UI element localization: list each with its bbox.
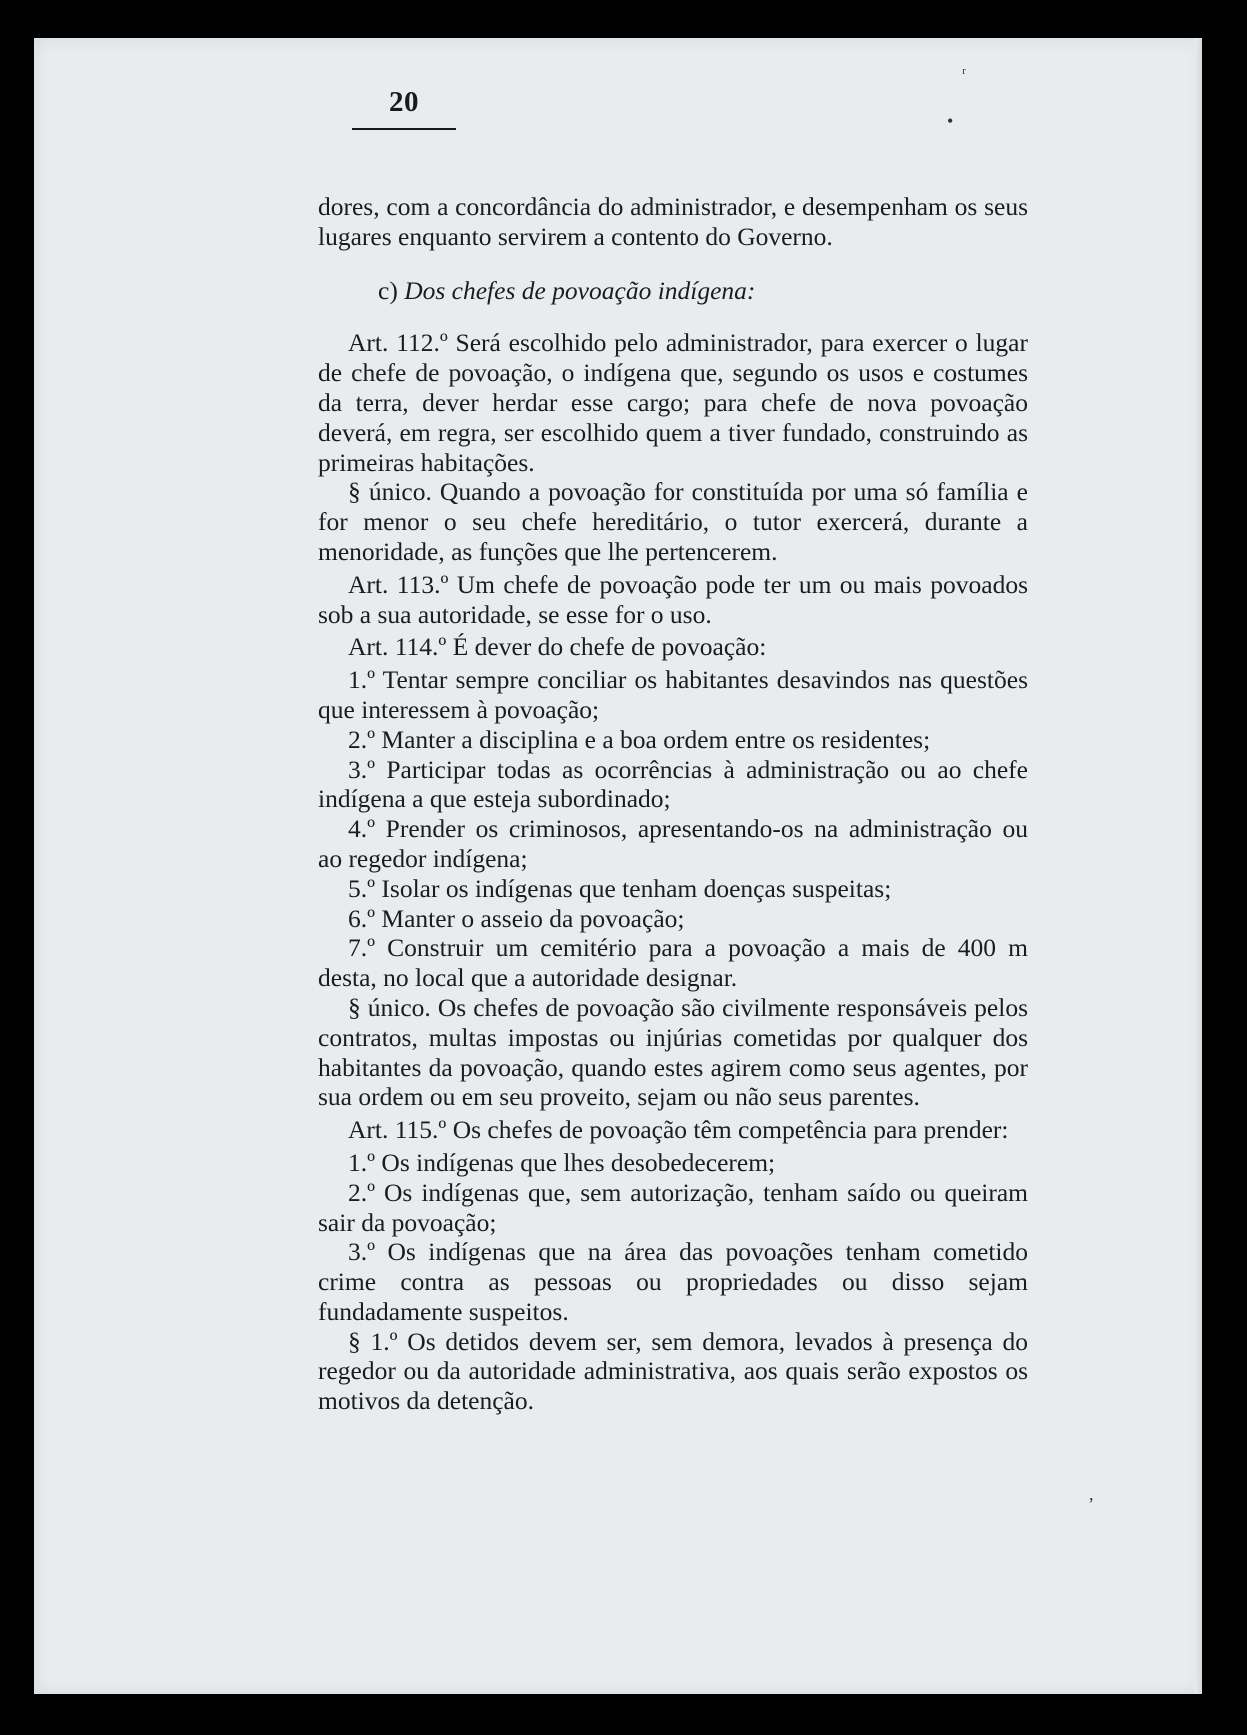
list-item: 1.º Os indígenas que lhes desobedecerem; <box>348 1147 776 1177</box>
list-item: 5.º Isolar os indígenas que tenham doenças suspeitas; <box>348 873 892 903</box>
paragraph-1: § 1.º Os detidos devem ser, sem demora, levados à presença do regedor ou da autoridade administrativa, aos quais serão expostos os motivos da detenção. <box>318 1326 1028 1416</box>
document-body <box>318 192 1028 1416</box>
section-heading-prefix: c) <box>378 275 398 305</box>
article-112: Art. 112.º Será escolhido pelo administrador, para exercer o lugar de chefe de povoação, o indígena que, segundo os usos e costumes da terra, dever herdar esse cargo; para chefe de nova povoação deverá, em regra, ser escolhido quem a tiver fundado, construindo as primeiras habitações. <box>318 328 1028 477</box>
list-item: 1.º Tentar sempre conciliar os habitantes desavindos nas questões que interessem à povoação; <box>318 665 1028 724</box>
list-item: 7.º Construir um cemitério para a povoação a mais de 400 m desta, no local que a autoridade designar. <box>318 933 1028 993</box>
scan-speck: ʳ <box>962 63 966 83</box>
list-item: 3.º Os indígenas que na área das povoações tenham cometido crime contra as pessoas ou propriedades ou disso sejam fundadamente suspeitos. <box>318 1237 1028 1326</box>
list-item: 2.º Os indígenas que, sem autorização, tenham saído ou queiram sair da povoação; <box>318 1177 1028 1237</box>
paragraph-unico: § único. Quando a povoação for constituída por uma só família e for menor o seu chefe hereditário, o tutor exercerá, durante a menoridade, as funções que lhe pertencerem. <box>318 477 1028 566</box>
article-114: Art. 114.º É dever do chefe de povoação: <box>348 632 767 662</box>
paragraph: dores, com a concordância do administrador, e desempenham os seus lugares enquanto servirem a contento do Governo. <box>318 192 1028 251</box>
list-item: 2.º Manter a disciplina e a boa ordem entre os residentes; <box>348 724 931 754</box>
section-heading-title: Dos chefes de povoação indígena: <box>404 275 756 305</box>
page-number: 20 <box>389 86 419 118</box>
list-item: 6.º Manter o asseio da povoação; <box>348 903 685 933</box>
page-number-rule <box>352 128 456 130</box>
scan-speck: • <box>947 111 954 131</box>
section-heading <box>318 276 1028 306</box>
paragraph-unico: § único. Os chefes de povoação são civilmente responsáveis pelos contratos, multas impostas ou injúrias cometidas por qualquer dos habitantes da povoação, quando estes agirem como seus agentes, por sua ordem ou em seu proveito, sejam ou não seus parentes. <box>318 992 1028 1112</box>
scan-speck: , <box>1089 1484 1094 1504</box>
article-115: Art. 115.º Os chefes de povoação têm competência para prender: <box>348 1115 1009 1145</box>
page-edge <box>1194 38 1202 1694</box>
article-113: Art. 113.º Um chefe de povoação pode ter um ou mais povoados sob a sua autoridade, se esse for o uso. <box>318 569 1028 629</box>
list-item: 4.º Prender os criminosos, apresentando-os na administração ou ao regedor indígena; <box>318 814 1028 873</box>
list-item: 3.º Participar todas as ocorrências à administração ou ao chefe indígena a que esteja subordinado; <box>318 754 1028 814</box>
